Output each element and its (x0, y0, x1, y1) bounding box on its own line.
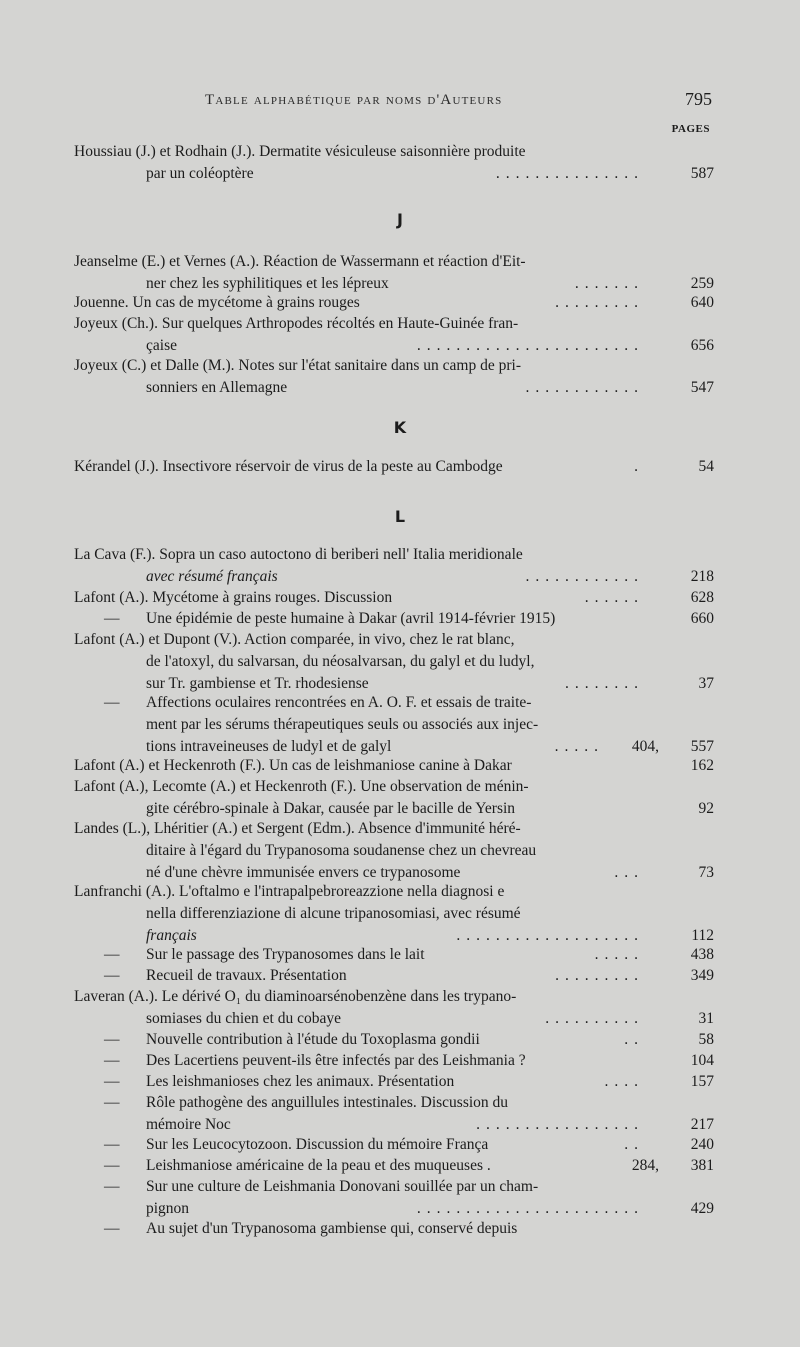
page-number: 795 (685, 89, 712, 109)
entry-text: de l'atoxyl, du salvarsan, du néosalvarsan, du galyl et du ludyl, (146, 653, 535, 670)
entry-page: 557 (690, 738, 714, 755)
entry-text: sur Tr. gambiense et Tr. rhodesiense (146, 675, 369, 692)
entry-text: Affections oculaires rencontrées en A. O. F. et essais de traite- (146, 694, 532, 711)
index-entry: Lafont (A.). Mycétome à grains rouges. Discussion ...... 628 (74, 587, 714, 609)
entry-page: 112 (691, 927, 714, 944)
section-letter: J (397, 210, 403, 229)
entry-text: Une épidémie de peste humaine à Dakar (avril 1914-février 1915) (146, 610, 556, 627)
index-entry: Houssiau (J.) et Rodhain (J.). Dermatite vésiculeuse saisonnière produite par un coléoptère ............... 587 (74, 141, 714, 185)
entry-text: Joyeux (Ch.). Sur quelques Arthropodes récoltés en Haute-Guinée fran- (74, 315, 519, 332)
entry-text: Sur les Leucocytozoon. Discussion du mémoire França (146, 1136, 489, 1153)
index-entry: — Leishmaniose américaine de la peau et des muqueuses . 284, 381 (74, 1155, 714, 1177)
index-entry: — Affections oculaires rencontrées en A. O. F. et essais de traite- ment par les sérums thérapeutiques seuls ou associés aux injec- tions intraveineuses de ludyl et de galyl ..... 404, 557 (74, 692, 714, 758)
entry-page: 259 (690, 275, 714, 292)
index-entry: — Au sujet d'un Trypanosoma gambiense qui, conservé depuis (74, 1218, 714, 1240)
entry-text: ner chez les syphilitiques et les lépreux (146, 275, 389, 292)
index-entry: — Une épidémie de peste humaine à Dakar (avril 1914-février 1915) 660 (74, 608, 714, 630)
entry-text: Laveran (A.). Le dérivé O₁ du diaminoarsénobenzène dans les trypano- (74, 988, 517, 1005)
entry-page: 217 (690, 1116, 714, 1133)
entry-text: Recueil de travaux. Présentation (146, 967, 347, 984)
entry-text: Lafont (A.), Lecomte (A.) et Heckenroth (F.). Une observation de ménin- (74, 778, 529, 795)
entry-text: pignon (146, 1200, 190, 1217)
entry-page: 656 (690, 337, 714, 354)
index-entry: Joyeux (Ch.). Sur quelques Arthropodes récoltés en Haute-Guinée fran- çaise ....................... 656 (74, 313, 714, 357)
entry-text: Rôle pathogène des anguillules intestinales. Discussion du (146, 1094, 509, 1111)
index-entry: — Les leishmanioses chez les animaux. Présentation .... 157 (74, 1071, 714, 1093)
entry-text: Sur une culture de Leishmania Donovani souillée par un cham- (146, 1178, 539, 1195)
entry-text: Leishmaniose américaine de la peau et des muqueuses . (146, 1157, 491, 1174)
entry-text: gite cérébro-spinale à Dakar, causée par le bacille de Yersin (146, 800, 516, 817)
index-entry: Kérandel (J.). Insectivore réservoir de virus de la peste au Cambodge . 54 (74, 456, 714, 478)
entry-page: 58 (698, 1031, 714, 1048)
entry-text: Lanfranchi (A.). L'oftalmo e l'intrapalpebroreazzione nella diagnosi e (74, 883, 505, 900)
entry-text: Au sujet d'un Trypanosoma gambiense qui, conservé depuis (146, 1220, 518, 1237)
index-entry: — Nouvelle contribution à l'étude du Toxoplasma gondii .. 58 (74, 1029, 714, 1051)
entry-page-extra: 404, (631, 738, 659, 755)
pages-column-label: PAGES (671, 123, 710, 135)
entry-text: nella differenziazione di alcune tripanosomiasi, avec résumé (146, 905, 521, 922)
entry-text: français (146, 927, 197, 944)
entry-page: 587 (690, 165, 714, 182)
entry-page: 162 (690, 757, 714, 774)
entry-text: Sur le passage des Trypanosomes dans le lait (146, 946, 425, 963)
entry-page-extra: 284, (631, 1157, 659, 1174)
entry-page: 640 (690, 294, 714, 311)
entry-text: somiases du chien et du cobaye (146, 1010, 341, 1027)
index-entry: Lafont (A.) et Dupont (V.). Action comparée, in vivo, chez le rat blanc, de l'atoxyl, du salvarsan, du néosalvarsan, du galyl et du ludyl, sur Tr. gambiense et Tr. rhodesiense ........ 37 (74, 629, 714, 695)
entry-text: Kérandel (J.). Insectivore réservoir de virus de la peste au Cambodge (74, 458, 503, 475)
entry-text: Des Lacertiens peuvent-ils être infectés par des Leishmania ? (146, 1052, 526, 1069)
entry-text: Jouenne. Un cas de mycétome à grains rouges (74, 294, 360, 311)
entry-text: Joyeux (C.) et Dalle (M.). Notes sur l'état sanitaire dans un camp de pri- (74, 357, 521, 374)
entry-text: Nouvelle contribution à l'étude du Toxoplasma gondii (146, 1031, 480, 1048)
index-entry: Laveran (A.). Le dérivé O₁ du diaminoarsénobenzène dans les trypano- somiases du chien et du cobaye .......... 31 (74, 986, 714, 1030)
entry-page: 349 (690, 967, 714, 984)
entry-page: 429 (690, 1200, 714, 1217)
entry-text: avec résumé français (146, 568, 278, 585)
entry-text: tions intraveineuses de ludyl et de galyl (146, 738, 392, 755)
running-head: Table alphabétique par noms d'Auteurs (205, 92, 503, 108)
index-entry: Jouenne. Un cas de mycétome à grains rouges ......... 640 (74, 292, 714, 314)
entry-text: Lafont (A.). Mycétome à grains rouges. Discussion (74, 589, 393, 606)
index-entry: Landes (L.), Lhéritier (A.) et Sergent (Edm.). Absence d'immunité héré- ditaire à l'égard du Trypanosoma soudanense chez un chevreau né d'une chèvre immunisée envers ce trypanosome ... 73 (74, 818, 714, 884)
entry-page: 628 (690, 589, 714, 606)
entry-text: Jeanselme (E.) et Vernes (A.). Réaction de Wassermann et réaction d'Eit- (74, 253, 526, 270)
entry-text: Landes (L.), Lhéritier (A.) et Sergent (Edm.). Absence d'immunité héré- (74, 820, 521, 837)
entry-page: 92 (698, 800, 714, 817)
index-entry: Jeanselme (E.) et Vernes (A.). Réaction de Wassermann et réaction d'Eit- ner chez les syphilitiques et les lépreux ....... 259 (74, 251, 714, 295)
entry-page: 218 (690, 568, 714, 585)
entry-page: 31 (698, 1010, 714, 1027)
section-letter: L (394, 507, 406, 526)
entry-text: Les leishmanioses chez les animaux. Présentation (146, 1073, 455, 1090)
entry-page: 547 (690, 379, 714, 396)
index-entry: — Sur le passage des Trypanosomes dans le lait ..... 438 (74, 944, 714, 966)
entry-text: Lafont (A.) et Dupont (V.). Action comparée, in vivo, chez le rat blanc, (74, 631, 515, 648)
entry-page: 104 (690, 1052, 714, 1069)
index-entry: La Cava (F.). Sopra un caso autoctono di beriberi nell' Italia meridionale avec résumé français ............ 218 (74, 544, 714, 588)
index-entry: — Sur une culture de Leishmania Donovani souillée par un cham- pignon ....................... 429 (74, 1176, 714, 1220)
entry-page: 37 (698, 675, 714, 692)
index-entry: — Des Lacertiens peuvent-ils être infectés par des Leishmania ? 104 (74, 1050, 714, 1072)
entry-page: 381 (690, 1157, 714, 1174)
entry-text: ment par les sérums thérapeutiques seuls ou associés aux injec- (146, 716, 539, 733)
index-entry: Joyeux (C.) et Dalle (M.). Notes sur l'état sanitaire dans un camp de pri- sonniers en Allemagne ............ 547 (74, 355, 714, 399)
entry-page: 240 (690, 1136, 714, 1153)
index-entry (74, 755, 714, 777)
entry-page: 157 (690, 1073, 714, 1090)
entry-text: ditaire à l'égard du Trypanosoma soudanense chez un chevreau (146, 842, 537, 859)
entry-text: né d'une chèvre immunisée envers ce trypanosome (146, 864, 461, 881)
entry-text: mémoire Noc (146, 1116, 231, 1133)
entry-text: Houssiau (J.) et Rodhain (J.). Dermatite vésiculeuse saisonnière produite (74, 143, 526, 160)
entry-text: La Cava (F.). Sopra un caso autoctono di beriberi nell' Italia meridionale (74, 546, 523, 563)
index-entry: Lanfranchi (A.). L'oftalmo e l'intrapalpebroreazzione nella diagnosi e nella differenziazione di alcune tripanosomiasi, avec résumé français ................... 112 (74, 881, 714, 947)
index-entry: — Recueil de travaux. Présentation ......... 349 (74, 965, 714, 987)
index-entry (74, 776, 714, 820)
entry-text: par un coléoptère (146, 165, 254, 182)
entry-page: 438 (690, 946, 714, 963)
entry-page: 660 (690, 610, 714, 627)
section-letter: K (393, 418, 407, 437)
entry-page: 73 (698, 864, 714, 881)
entry-page: 54 (698, 458, 714, 475)
index-entry: — Sur les Leucocytozoon. Discussion du mémoire França .. 240 (74, 1134, 714, 1156)
entry-text: Lafont (A.) et Heckenroth (F.). Un cas de leishmaniose canine à Dakar (74, 757, 512, 774)
entry-text: çaise (146, 337, 177, 354)
index-entry: — Rôle pathogène des anguillules intestinales. Discussion du mémoire Noc ................. 217 (74, 1092, 714, 1136)
entry-text: sonniers en Allemagne (146, 379, 288, 396)
